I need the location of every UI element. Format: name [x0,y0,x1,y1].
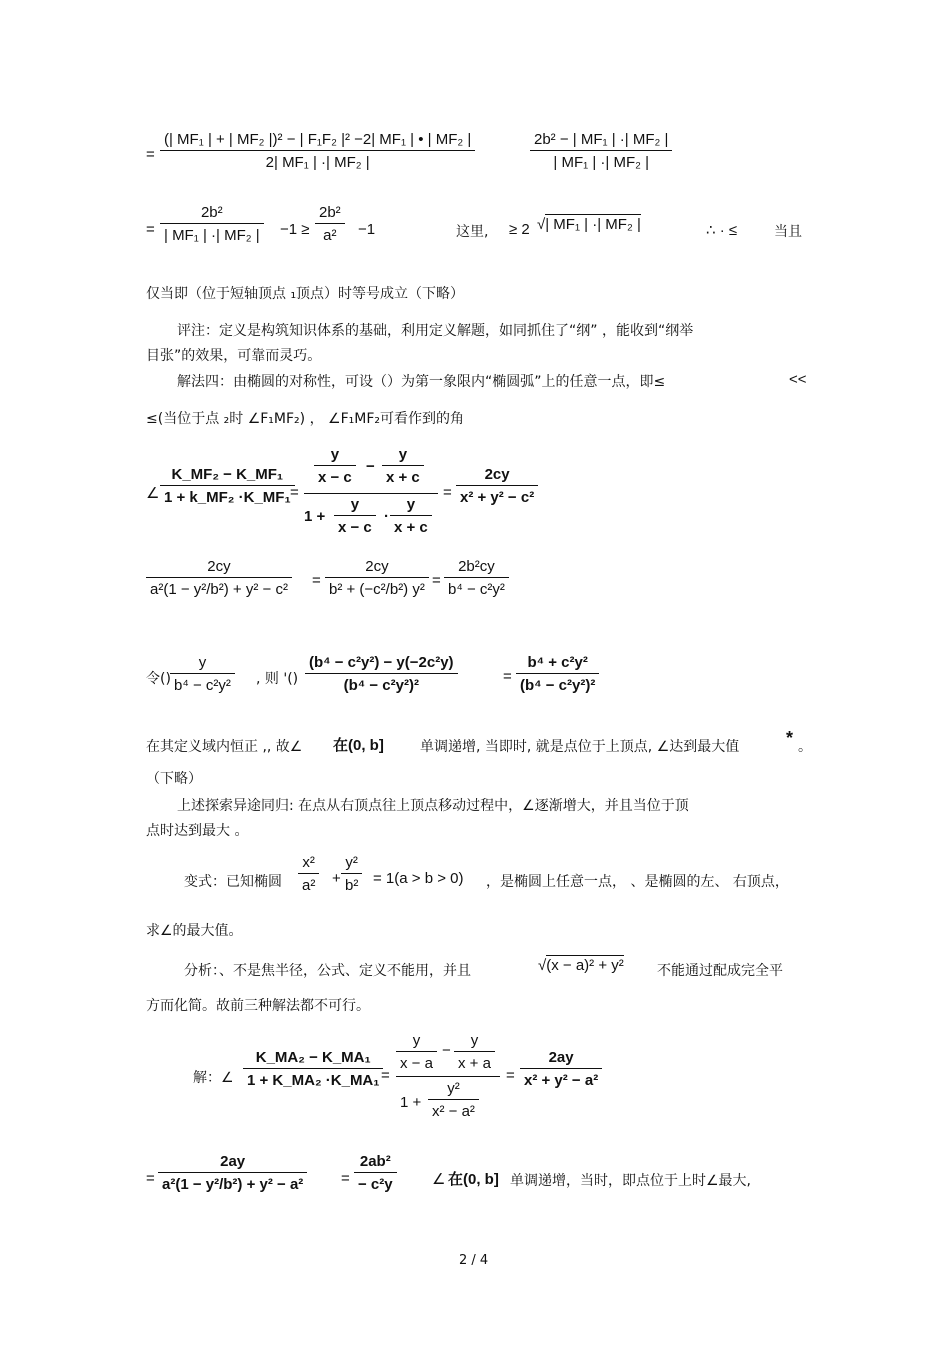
eq1-fraction-1 [160,131,475,171]
ellipse-y-fraction [341,854,362,894]
eq2-here-text: 这里, [456,224,489,240]
denominator: x + a [458,1055,491,1072]
eq6-fraction-1 [243,1049,383,1089]
eq6-compound-fraction [396,1032,500,1130]
sqrt-content: (x − a)² + y² [546,957,624,974]
paragraph-4-line-1a: 在其定义域内恒正 ,, 故∠ [146,739,303,755]
paragraph-4-period: 。 [798,739,812,755]
sqrt-content: | MF₁ | ·| MF₂ | [545,216,641,233]
main-bar [396,1076,500,1077]
paragraph-6-lead: 变式：已知椭圆 [184,874,282,890]
paragraph-2-line-2: 目张”的效果，可靠而灵巧。 [146,348,322,364]
eq6-lead: 解：∠ [193,1070,234,1086]
ellipse-x-fraction [298,854,319,894]
eq6-fraction-3-numerator: 2ay [548,1049,574,1066]
denominator: x − a [400,1055,433,1072]
eq1-fraction-2-numerator: 2b² − | MF₁ | ·| MF₂ | [534,131,669,148]
denominator: x² − a² [432,1103,475,1120]
numerator: y [350,496,360,513]
eq3-inner-d [390,496,432,536]
eq3-inner-minus: − [366,458,375,475]
paragraph-2-line-1: 评注：定义是构筑知识体系的基础，利用定义解题，如同抓住了“纲” ，能收到“纲举 [177,323,694,339]
paragraph-4-star: * [786,728,794,748]
eq4-fraction-1 [146,558,292,598]
eq1-fraction-2 [530,131,672,171]
main-bar [304,493,438,494]
paragraph-7-line-1: 分析：、不是焦半径，公式、定义不能用，并且 [184,963,471,979]
eq7-interval: 在(0, b] [448,1171,499,1188]
eq3-equals-1: = [290,484,299,501]
eq4-fraction-3-numerator: 2b²cy [458,558,495,575]
eq3-equals-2: = [443,484,452,501]
ellipse-condition: = 1(a > b > 0) [373,870,464,887]
eq5-lead: 令() [146,671,171,687]
eq6-fraction-1-denominator: 1 + K_MA₂ ·K_MA₁ [247,1072,380,1089]
eq2-sqrt [537,216,641,233]
eq6-fraction-3 [520,1049,602,1089]
paragraph-3-right: << [789,371,807,388]
denominator: x − c [338,519,372,536]
eq5-then: , 则 '() [256,671,299,687]
eq4-fraction-3-denominator: b⁴ − c²y² [448,581,505,598]
eq5-fraction-3 [516,654,599,694]
eq3-inner-b [382,446,424,486]
eq2-middle: −1 ≥ [280,221,310,238]
eq5-fraction-2 [305,654,458,694]
eq6-fraction-1-numerator: K_MA₂ − K_MA₁ [255,1049,371,1066]
denominator: x + c [394,519,428,536]
numerator: x² [302,854,315,871]
eq2-therefore: ∴ · ≤ [706,222,738,239]
eq2-ge-text: ≥ 2 [509,221,530,238]
eq5-fraction-1-denominator: b⁴ − c²y² [174,677,231,694]
denominator: x − c [318,469,352,486]
paragraph-3-line-2: ≤(当位于点 ₂时 ∠F₁MF₂) ， ∠F₁MF₂可看作到的角 [146,411,464,427]
eq4-equals-1: = [312,572,321,589]
eq2-fraction-2 [315,204,345,244]
eq6-equals-2: = [506,1067,515,1084]
eq1-fraction-1-denominator: 2| MF₁ | ·| MF₂ | [265,154,370,171]
eq4-fraction-2-denominator: b² + (−c²/b²) y² [329,581,425,598]
eq5-fraction-3-numerator: b⁴ + c²y² [527,654,588,671]
paragraph-4-line-1b: 单调递增, 当即时, 就是点位于上顶点, ∠达到最大值 [420,739,740,755]
eq7-angle: ∠ [432,1171,446,1188]
eq5-fraction-1 [170,654,235,694]
eq3-fraction-1-numerator: K_MF₂ − K_MF₁ [171,466,284,483]
eq2-fraction-1 [160,204,264,244]
eq3-fraction-1 [160,466,295,506]
eq4-equals-2: = [432,572,441,589]
eq6-inner-a [396,1032,437,1072]
eq1-equals: = [146,146,155,163]
numerator: y [406,496,416,513]
eq3-den-one: 1 + [304,508,326,525]
paragraph-4-interval: 在(0, b] [333,737,384,754]
sqrt-symbol: √ [537,216,546,233]
eq6-inner-minus: − [442,1042,451,1059]
eq3-fraction-1-denominator: 1 + k_MF₂ ·K_MF₁ [164,489,291,506]
eq6-inner-b [454,1032,495,1072]
denominator: a² [302,877,316,894]
eq4-fraction-2-numerator: 2cy [365,558,389,575]
paragraph-1: 仅当即（位于短轴顶点 ₁顶点）时等号成立（下略） [146,286,465,302]
denominator: b² [345,877,359,894]
eq7-fraction-2 [354,1153,397,1193]
eq4-fraction-1-numerator: 2cy [207,558,231,575]
paragraph-6-tail: ，是椭圆上任意一点， 、是椭圆的左、 右顶点， [486,874,789,890]
eq3-fraction-3-numerator: 2cy [484,466,510,483]
eq2-equals: = [146,221,155,238]
eq7-equals-1: = [146,1170,155,1187]
eq5-fraction-1-numerator: y [198,654,207,671]
eq3-fraction-3-denominator: x² + y² − c² [460,489,535,506]
eq7-tail: 单调递增，当时，即点位于上时∠最大, [510,1173,751,1189]
eq7-fraction-1-denominator: a²(1 − y²/b²) + y² − a² [162,1176,304,1193]
eq1-fraction-2-denominator: | MF₁ | ·| MF₂ | [553,154,650,171]
paragraph-7-line-1-end: 不能通过配成完全平 [657,963,783,979]
paragraph-3-line-1: 解法四：由椭圆的对称性，可设（）为第一象限内“椭圆弧”上的任意一点，即≤ [177,374,666,390]
eq2-when-text: 当且 [774,224,802,240]
eq4-fraction-2 [325,558,429,598]
numerator: y [470,1032,479,1049]
numerator: y² [345,854,358,871]
paragraph-7-sqrt [538,957,624,974]
eq7-equals-2: = [341,1170,350,1187]
page-number: 2 / 4 [459,1253,489,1268]
eq7-fraction-1 [158,1153,307,1193]
eq3-den-dot: · [384,508,389,525]
eq2-tail: −1 [358,221,376,238]
eq5-fraction-2-denominator: (b⁴ − c²y²)² [343,677,419,694]
denominator: x + c [386,469,420,486]
eq3-inner-a [314,446,356,486]
eq7-fraction-2-numerator: 2ab² [359,1153,391,1170]
eq2-fraction-2-denominator: a² [323,227,337,244]
eq6-inner-c [428,1080,479,1120]
eq2-fraction-2-numerator: 2b² [319,204,341,221]
eq7-fraction-2-denominator: − c²y [358,1176,393,1193]
eq2-fraction-1-denominator: | MF₁ | ·| MF₂ | [164,227,260,244]
eq4-fraction-1-denominator: a²(1 − y²/b²) + y² − c² [150,581,288,598]
eq3-fraction-3 [456,466,538,506]
paragraph-5-line-1: 上述探索异途同归: 在点从右顶点往上顶点移动过程中，∠逐渐增大，并且当位于顶 [177,798,689,814]
numerator: y [398,446,408,463]
ellipse-plus: + [332,870,341,887]
eq3-inner-c [334,496,376,536]
eq1-fraction-1-numerator: (| MF₁ | + | MF₂ |)² − | F₁F₂ |² −2| MF₁ | • | MF₂ | [164,131,472,148]
eq3-compound-fraction [304,446,438,542]
eq2-fraction-1-numerator: 2b² [200,204,223,221]
eq5-fraction-2-numerator: (b⁴ − c²y²) − y(−2c²y) [309,654,454,671]
eq5-fraction-3-denominator: (b⁴ − c²y²)² [520,677,596,694]
sqrt-symbol: √ [538,957,547,974]
paragraph-4-line-2: （下略） [146,771,202,787]
eq3-angle: ∠ [146,485,160,502]
eq6-fraction-3-denominator: x² + y² − a² [524,1072,599,1089]
paragraph-6-line-2: 求∠的最大值。 [146,923,243,939]
paragraph-7-line-2: 方而化简。故前三种解法都不可行。 [146,998,370,1014]
numerator: y² [447,1080,460,1097]
numerator: y [412,1032,421,1049]
paragraph-5-line-2: 点时达到最大 。 [146,823,249,839]
eq5-equals: = [503,668,512,685]
numerator: y [330,446,340,463]
eq6-equals-1: = [381,1067,390,1084]
eq4-fraction-3 [444,558,509,598]
eq7-fraction-1-numerator: 2ay [220,1153,246,1170]
eq6-den-one: 1 + [400,1094,422,1111]
